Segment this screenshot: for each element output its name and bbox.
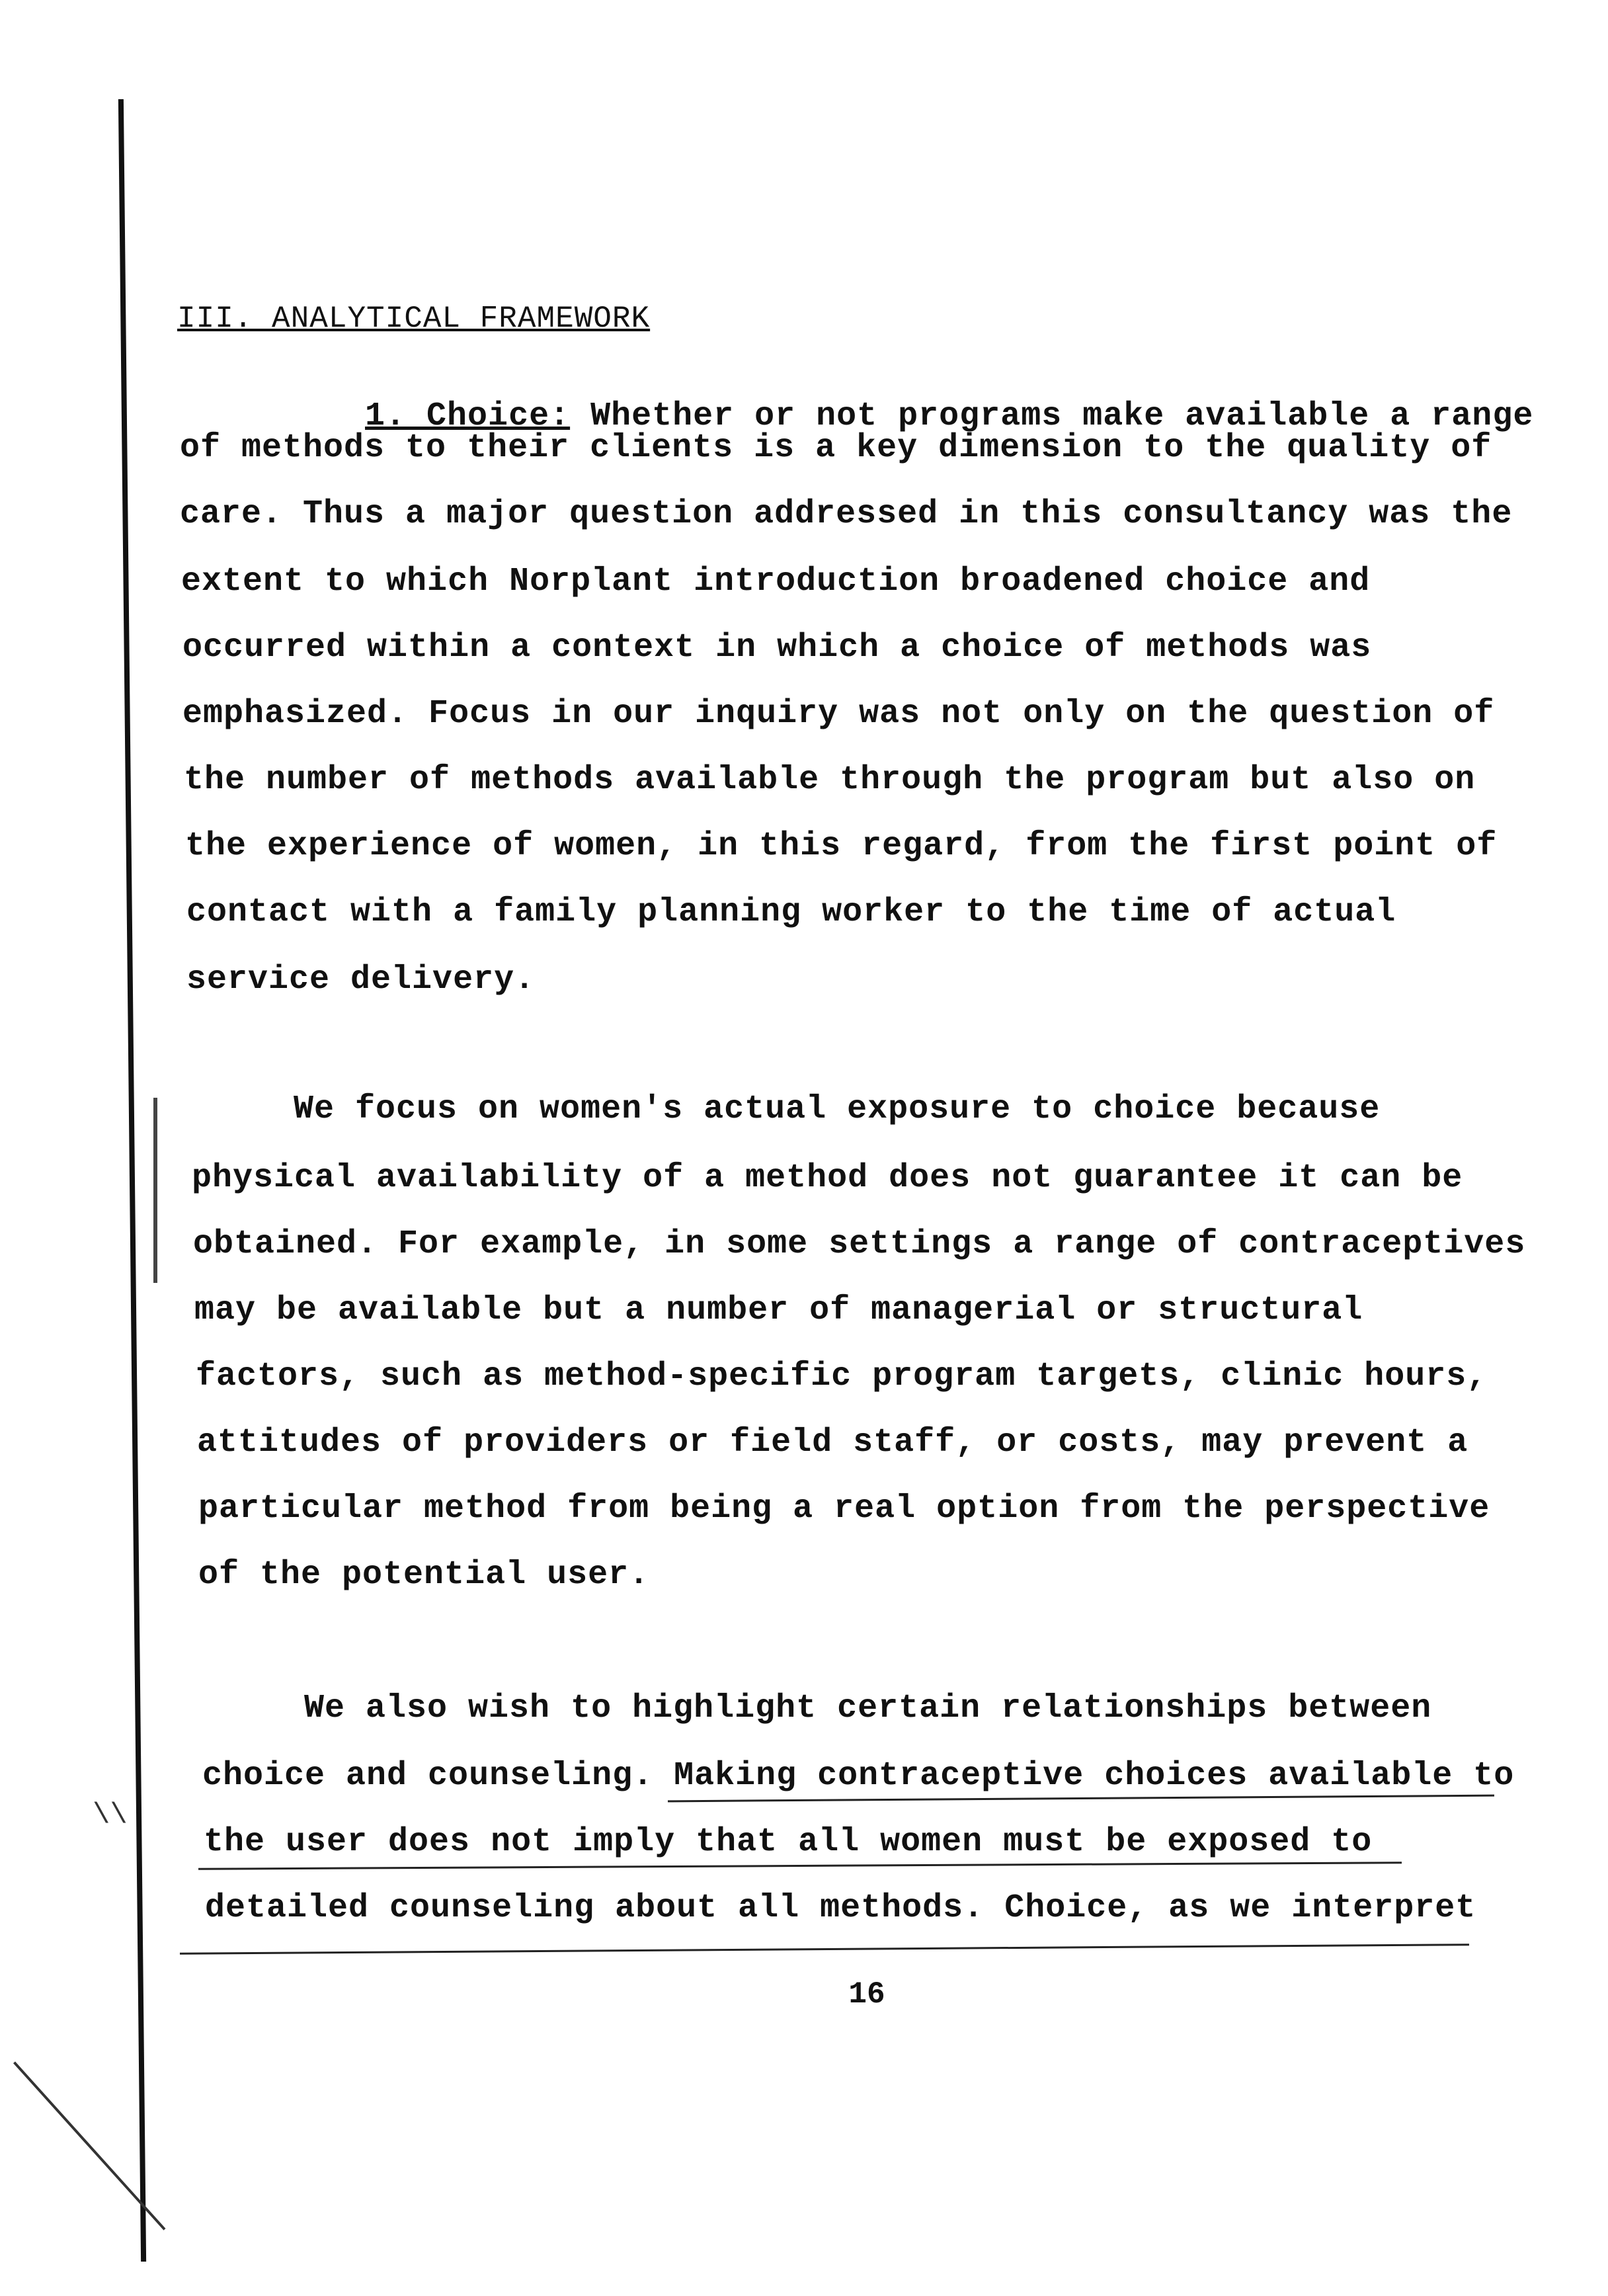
page-number: 16 xyxy=(848,1977,885,2012)
paragraph-2-line-7: particular method from being a real option from the perspective xyxy=(198,1490,1490,1528)
paragraph-3-line-3: the user does not imply that all women must be exposed to xyxy=(204,1823,1373,1861)
paragraph-1-line-9: contact with a family planning worker to the time of actual xyxy=(186,893,1396,931)
paragraph-2-line-5: factors, such as method-specific program targets, clinic hours, xyxy=(196,1358,1488,1395)
paragraph-3-line-2: choice and counseling. Making contraceptive choices available to xyxy=(202,1757,1515,1795)
paragraph-2-line-4: may be available but a number of managerial or structural xyxy=(194,1292,1363,1329)
margin-side-bar xyxy=(153,1098,157,1283)
subsection-label: 1. Choice: xyxy=(365,397,571,435)
paragraph-3-line-1: We also wish to highlight certain relationships between xyxy=(304,1690,1432,1727)
paragraph-2-line-8: of the potential user. xyxy=(198,1556,650,1594)
handwritten-underline-3 xyxy=(180,1944,1469,1955)
paragraph-3-line-4: detailed counseling about all methods. Choice, as we interpret xyxy=(205,1889,1476,1927)
paragraph-1-line-4: extent to which Norplant introduction broadened choice and xyxy=(181,563,1371,600)
paragraph-1-line-8: the experience of women, in this regard, from the first point of xyxy=(185,827,1498,865)
paragraph-1-line-3: care. Thus a major question addressed in this consultancy was the xyxy=(180,495,1513,533)
margin-annotation-mark: \\ xyxy=(93,1799,128,1832)
section-heading: III. ANALYTICAL FRAMEWORK xyxy=(177,302,651,336)
paragraph-1-line-7: the number of methods available through the program but also on xyxy=(184,761,1476,799)
paragraph-2-line-1: We focus on women's actual exposure to choice because xyxy=(294,1090,1381,1128)
paragraph-2-line-6: attitudes of providers or field staff, or costs, may prevent a xyxy=(197,1424,1468,1461)
handwritten-underline-2 xyxy=(198,1862,1402,1870)
paragraph-2-line-2: physical availability of a method does not guarantee it can be xyxy=(192,1159,1463,1197)
paragraph-1-line-6: emphasized. Focus in our inquiry was not only on the question of xyxy=(182,695,1495,733)
paragraph-2-line-3: obtained. For example, in some settings a range of contraceptives xyxy=(193,1225,1526,1263)
paragraph-1-line-10: service delivery. xyxy=(186,961,536,999)
margin-rule xyxy=(118,99,146,2262)
paragraph-1-line-5: occurred within a context in which a choice of methods was xyxy=(182,629,1372,667)
paragraph-1-line-2: of methods to their clients is a key dimension to the quality of xyxy=(180,429,1492,467)
paragraph-1-line-1-text: Whether or not programs make available a range xyxy=(570,397,1534,435)
